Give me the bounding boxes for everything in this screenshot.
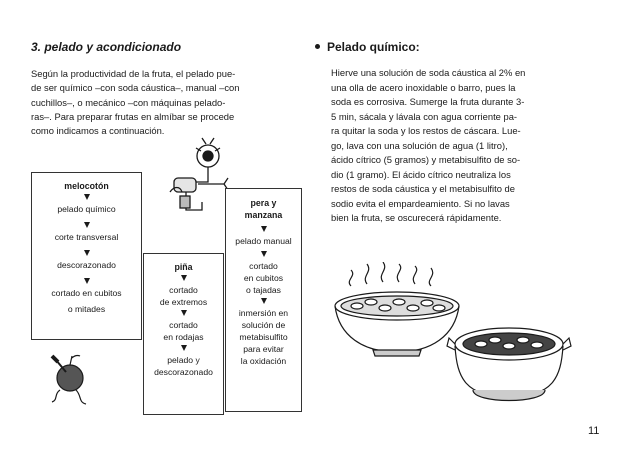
flow-box-melocoton — [31, 172, 142, 340]
down-arrow-icon — [261, 298, 267, 304]
flow-title: manzana — [244, 210, 283, 220]
down-arrow-icon — [84, 278, 90, 284]
paragraph-line: 5 min, sácala y lávala con agua corriente pa- — [331, 110, 518, 122]
flow-step: pelado y — [167, 355, 200, 365]
paragraph-line: go, lava con una solución de agua (1 litro), — [331, 139, 508, 151]
flow-box-pera-manzana — [225, 188, 302, 412]
flow-step: en rodajas — [163, 332, 204, 342]
down-arrow-icon — [261, 226, 267, 232]
flow-title: melocotón — [64, 181, 109, 191]
paragraph-line: ácido cítrico (5 gramos) y metabisulfito de so- — [331, 154, 521, 165]
paragraph-line: soda es corrosiva. Sumerge la fruta durante 3- — [331, 96, 525, 107]
paragraph-line: de ser químico –con soda cáustica–, manual –con — [31, 82, 240, 94]
flow-step: o tajadas — [246, 285, 281, 295]
flow-step: cortado — [169, 320, 198, 330]
flow-step: descorazonado — [154, 367, 213, 377]
flow-title: piña — [174, 262, 193, 272]
paragraph-line: como indicamos a continuación. — [31, 125, 165, 137]
down-arrow-icon — [84, 250, 90, 256]
down-arrow-icon — [181, 345, 187, 351]
paragraph-line: dio (1 gramo). El ácido cítrico neutraliza los — [331, 168, 511, 180]
bullet-icon — [315, 44, 320, 49]
down-arrow-icon — [261, 251, 267, 257]
paragraph-line: Según la productividad de la fruta, el pelado pue- — [31, 68, 236, 79]
paragraph-line: cuchillos–, o mecánico –con máquinas pelado- — [31, 96, 226, 108]
flow-step: para evitar — [243, 344, 284, 354]
paragraph-line: Hierve una solución de soda cáustica al 2% en — [331, 67, 526, 78]
flow-title: pera y — [250, 198, 277, 208]
flow-step: corte transversal — [54, 232, 119, 242]
paragraph-line: ra quitar la soda y los restos de cáscara. Lue- — [331, 125, 521, 136]
flow-step: en cubitos — [243, 273, 284, 283]
flow-step: de extremos — [159, 297, 208, 307]
down-arrow-icon — [84, 194, 90, 200]
page-number: 11 — [588, 425, 600, 437]
down-arrow-icon — [84, 222, 90, 228]
down-arrow-icon — [181, 310, 187, 316]
flow-step: cortado — [169, 285, 198, 295]
flow-step: o mitades — [67, 304, 106, 314]
chemical-peeling-heading — [315, 40, 420, 54]
flow-step: pelado manual — [235, 236, 292, 246]
flow-step: la oxidación — [240, 356, 287, 366]
paragraph-line: sodio evita el empardeamiento. Si no lavas — [331, 197, 510, 209]
chemical-peeling-paragraph — [331, 66, 579, 226]
flow-step: solución de — [241, 320, 286, 330]
flow-step: inmersión en — [238, 308, 289, 318]
flow-step: cortado — [249, 261, 278, 271]
flow-step: cortado en cubitos — [51, 288, 122, 298]
flow-step: descorazonado — [57, 260, 116, 270]
section-heading: 3. pelado y acondicionado — [31, 40, 182, 54]
heading-text: Pelado químico: — [327, 40, 420, 54]
flow-step: metabisulfito — [239, 332, 288, 342]
paragraph-line: una olla de acero inoxidable o barro, pues la — [331, 81, 516, 93]
intro-paragraph — [31, 67, 279, 138]
flow-box-pina — [143, 253, 224, 415]
paragraph-line: ras–. Para preparar frutas en almíbar se procede — [31, 110, 235, 122]
paragraph-line: bien la fruta, se oscurecerá rápidamente. — [331, 212, 502, 223]
paragraph-line: restos de soda cáustica y el metabisulfito de — [331, 183, 515, 194]
down-arrow-icon — [181, 275, 187, 281]
cooking-pot-icon — [445, 318, 573, 416]
apple-peeling-icon — [46, 350, 96, 406]
flow-step: pelado químico — [57, 204, 116, 214]
